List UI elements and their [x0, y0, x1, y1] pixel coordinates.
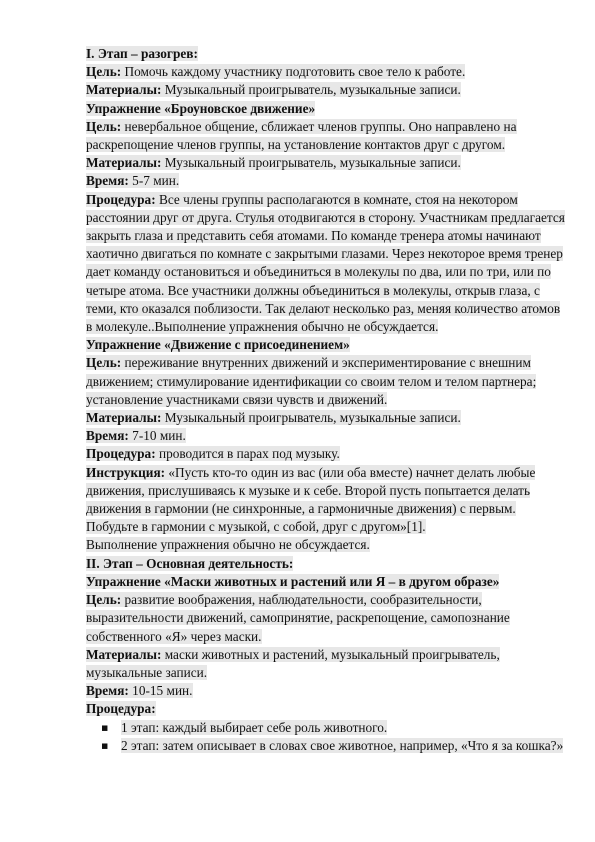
materials-label: Материалы: — [86, 410, 162, 426]
materials-text: маски животных и растений, музыкальный проигрыватель, музыкальные записи. — [86, 646, 500, 680]
materials-text: Музыкальный проигрыватель, музыкальные записи. — [161, 155, 461, 171]
time-text: 7-10 мин. — [128, 428, 186, 444]
stage1-heading: I. Этап – разогрев: — [86, 46, 198, 61]
procedure-steps-list — [86, 719, 566, 755]
goal-text: переживание внутренних движений и экспериментирование с внешним движением; стимулирование идентификации со своим телом и телом партнера; установление участниками связи чувств и движений. — [86, 355, 537, 407]
procedure-label: Процедура: — [86, 446, 156, 462]
goal-text: Помочь каждому участнику подготовить свое тело к работе. — [121, 64, 466, 80]
ex2-title: Упражнение «Движение с присоединением» — [86, 337, 350, 353]
materials-label: Материалы: — [86, 646, 162, 662]
materials-text: Музыкальный проигрыватель, музыкальные записи. — [161, 82, 461, 98]
ex3-goal — [86, 591, 566, 646]
instruction-label: Инструкция: — [86, 464, 166, 480]
ex2-time — [86, 427, 566, 445]
ex3-time — [86, 682, 566, 700]
bullet-icon: ▪ — [101, 738, 109, 752]
ex1-procedure — [86, 191, 566, 337]
ex3-title: Упражнение «Маски животных и растений или Я – в другом образе» — [86, 573, 500, 589]
ex2-materials — [86, 409, 566, 427]
ex3-materials — [86, 646, 566, 682]
procedure-label: Процедура: — [86, 191, 156, 207]
ex2-closing: Выполнение упражнения обычно не обсуждается. — [86, 537, 370, 553]
procedure-label: Процедура: — [86, 701, 156, 717]
document-page — [86, 45, 566, 755]
procedure-text: Все члены группы располагаются в комнате, стоя на некотором расстоянии друг от друга. Стулья отодвигаются в сторону. Участникам предлагается закрыть глаза и представить себя атомами. По команде тренера атомы начинают хаотично двигаться по комнате с закрытыми глазами. Через некоторое время тренер дает команду остановиться и объединиться в молекулы по два, или по три, или по четыре атома. Все участники должны объединиться в молекулы, открыв глаза, с теми, кто оказался поблизости. Так делают несколько раз, меняя количество атомов в молекуле..Выполнение упражнения обычно не обсуждается. — [86, 191, 565, 335]
stage1-goal — [86, 63, 566, 81]
time-text: 5-7 мин. — [128, 173, 180, 189]
goal-label: Цель: — [86, 64, 122, 80]
procedure-text: проводится в парах под музыку. — [155, 446, 340, 462]
ex2-instruction — [86, 464, 566, 537]
time-label: Время: — [86, 428, 129, 444]
stage2-heading: II. Этап – Основная деятельность: — [86, 555, 294, 571]
ex3-procedure — [86, 700, 566, 718]
time-label: Время: — [86, 173, 129, 189]
time-label: Время: — [86, 683, 129, 699]
ex2-goal — [86, 354, 566, 409]
goal-label: Цель: — [86, 592, 122, 608]
list-item: ▪ 1 этап: каждый выбирает себе роль животного. — [86, 719, 566, 737]
ex1-title: Упражнение «Броуновское движение» — [86, 100, 316, 116]
ex1-goal — [86, 118, 566, 154]
goal-label: Цель: — [86, 355, 122, 371]
goal-text: развитие воображения, наблюдательности, сообразительности, выразительности движений, самопринятие, раскрепощение, самопознание собственного «Я» через маски. — [86, 592, 510, 644]
goal-text: невербальное общение, сближает членов группы. Оно направлено на раскрепощение членов группы, на установление контактов друг с другом. — [86, 118, 517, 153]
materials-label: Материалы: — [86, 155, 162, 171]
list-item: ▪ 2 этап: затем описывает в словах свое животное, например, «Что я за кошка?» — [86, 737, 566, 755]
ex1-time — [86, 172, 566, 190]
ex2-procedure — [86, 445, 566, 463]
time-text: 10-15 мин. — [128, 683, 193, 699]
goal-label: Цель: — [86, 118, 122, 134]
bullet-icon: ▪ — [101, 720, 109, 734]
ex1-materials — [86, 154, 566, 172]
instruction-text: «Пусть кто-то один из вас (или оба вместе) начнет делать любые движения, прислушиваясь к музыке и к себе. Второй пусть попытается делать движения в гармонии (не синхронные, а гармоничные движения) с первым. Побудьте в гармонии с музыкой, с собой, друг с другом»[1]. — [86, 464, 536, 535]
materials-label: Материалы: — [86, 82, 162, 98]
stage1-materials — [86, 81, 566, 99]
materials-text: Музыкальный проигрыватель, музыкальные записи. — [161, 410, 461, 426]
